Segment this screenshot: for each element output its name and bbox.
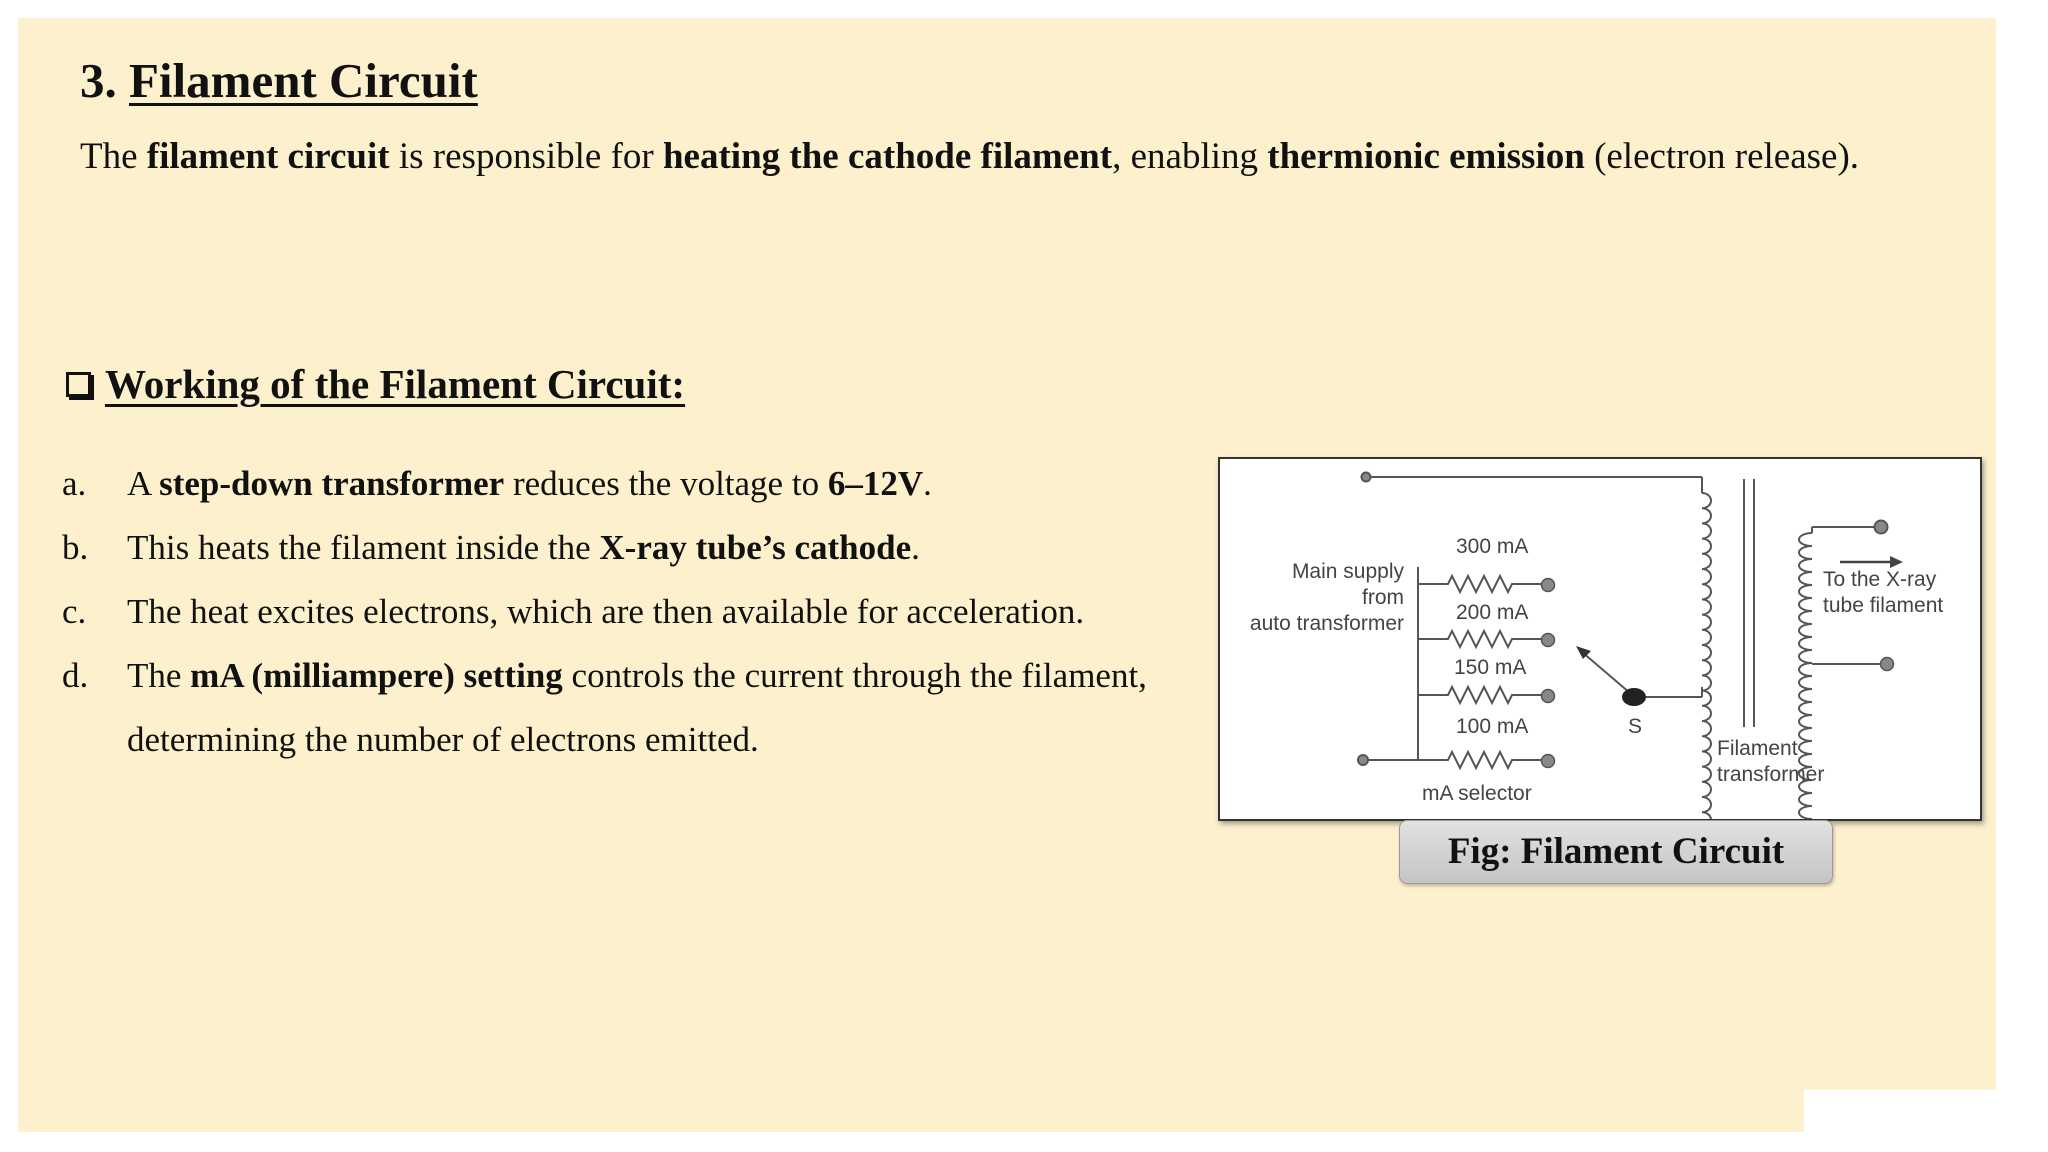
arrow-right-icon bbox=[1890, 556, 1903, 568]
terminal-300ma bbox=[1542, 579, 1555, 592]
checkbox-icon bbox=[66, 372, 91, 397]
resistor-200ma bbox=[1418, 631, 1542, 647]
figure-caption: Fig: Filament Circuit bbox=[1399, 820, 1833, 884]
tube-label: tube filament bbox=[1823, 594, 1944, 617]
terminal-100ma bbox=[1542, 755, 1555, 768]
main-supply-label: Main supply bbox=[1291, 560, 1404, 583]
intro-paragraph: The filament circuit is responsible for heating the cathode filament, enabling thermionic emission (electron release). bbox=[80, 136, 1860, 177]
tube-label: To the X-ray bbox=[1823, 568, 1937, 591]
terminal-dot bbox=[1362, 473, 1371, 482]
terminal-150ma bbox=[1542, 690, 1555, 703]
label-200ma: 200 mA bbox=[1456, 601, 1529, 624]
switch-arm bbox=[1582, 652, 1630, 693]
terminal-dot bbox=[1875, 521, 1888, 534]
main-supply-label: auto transformer bbox=[1249, 612, 1404, 635]
section-heading: Working of the Filament Circuit: bbox=[66, 360, 685, 408]
resistor-100ma bbox=[1418, 752, 1542, 768]
primary-coil bbox=[1702, 493, 1711, 819]
steps-list bbox=[62, 452, 1182, 772]
terminal-200ma bbox=[1542, 634, 1555, 647]
ma-selector-label: mA selector bbox=[1422, 782, 1532, 805]
resistor-150ma bbox=[1418, 687, 1542, 703]
label-300ma: 300 mA bbox=[1456, 535, 1529, 558]
terminal-dot bbox=[1358, 755, 1368, 765]
main-supply-label: from bbox=[1362, 586, 1404, 609]
label-100ma: 100 mA bbox=[1456, 715, 1529, 738]
filament-circuit-diagram bbox=[1218, 457, 1982, 821]
terminal-dot bbox=[1881, 658, 1894, 671]
list-item: d. The mA (milliampere) setting controls the current through the filament, determining the number of electrons emitted. bbox=[62, 656, 1147, 759]
transformer-label: Filament bbox=[1717, 737, 1798, 760]
switch-label: S bbox=[1628, 715, 1643, 738]
resistor-300ma bbox=[1418, 576, 1542, 592]
title-text: Filament Circuit bbox=[129, 53, 478, 108]
label-150ma: 150 mA bbox=[1454, 656, 1527, 679]
list-item: b. This heats the filament inside the X-ray tube’s cathode. bbox=[62, 528, 920, 567]
corner-blank bbox=[1804, 1090, 2048, 1152]
list-item: c. The heat excites electrons, which are then available for acceleration. bbox=[62, 592, 1085, 631]
list-item: a. A step-down transformer reduces the voltage to 6–12V. bbox=[62, 464, 932, 503]
switch-pivot bbox=[1622, 688, 1646, 706]
page-title: 3. Filament Circuit bbox=[80, 53, 478, 108]
transformer-label: transformer bbox=[1717, 763, 1825, 786]
